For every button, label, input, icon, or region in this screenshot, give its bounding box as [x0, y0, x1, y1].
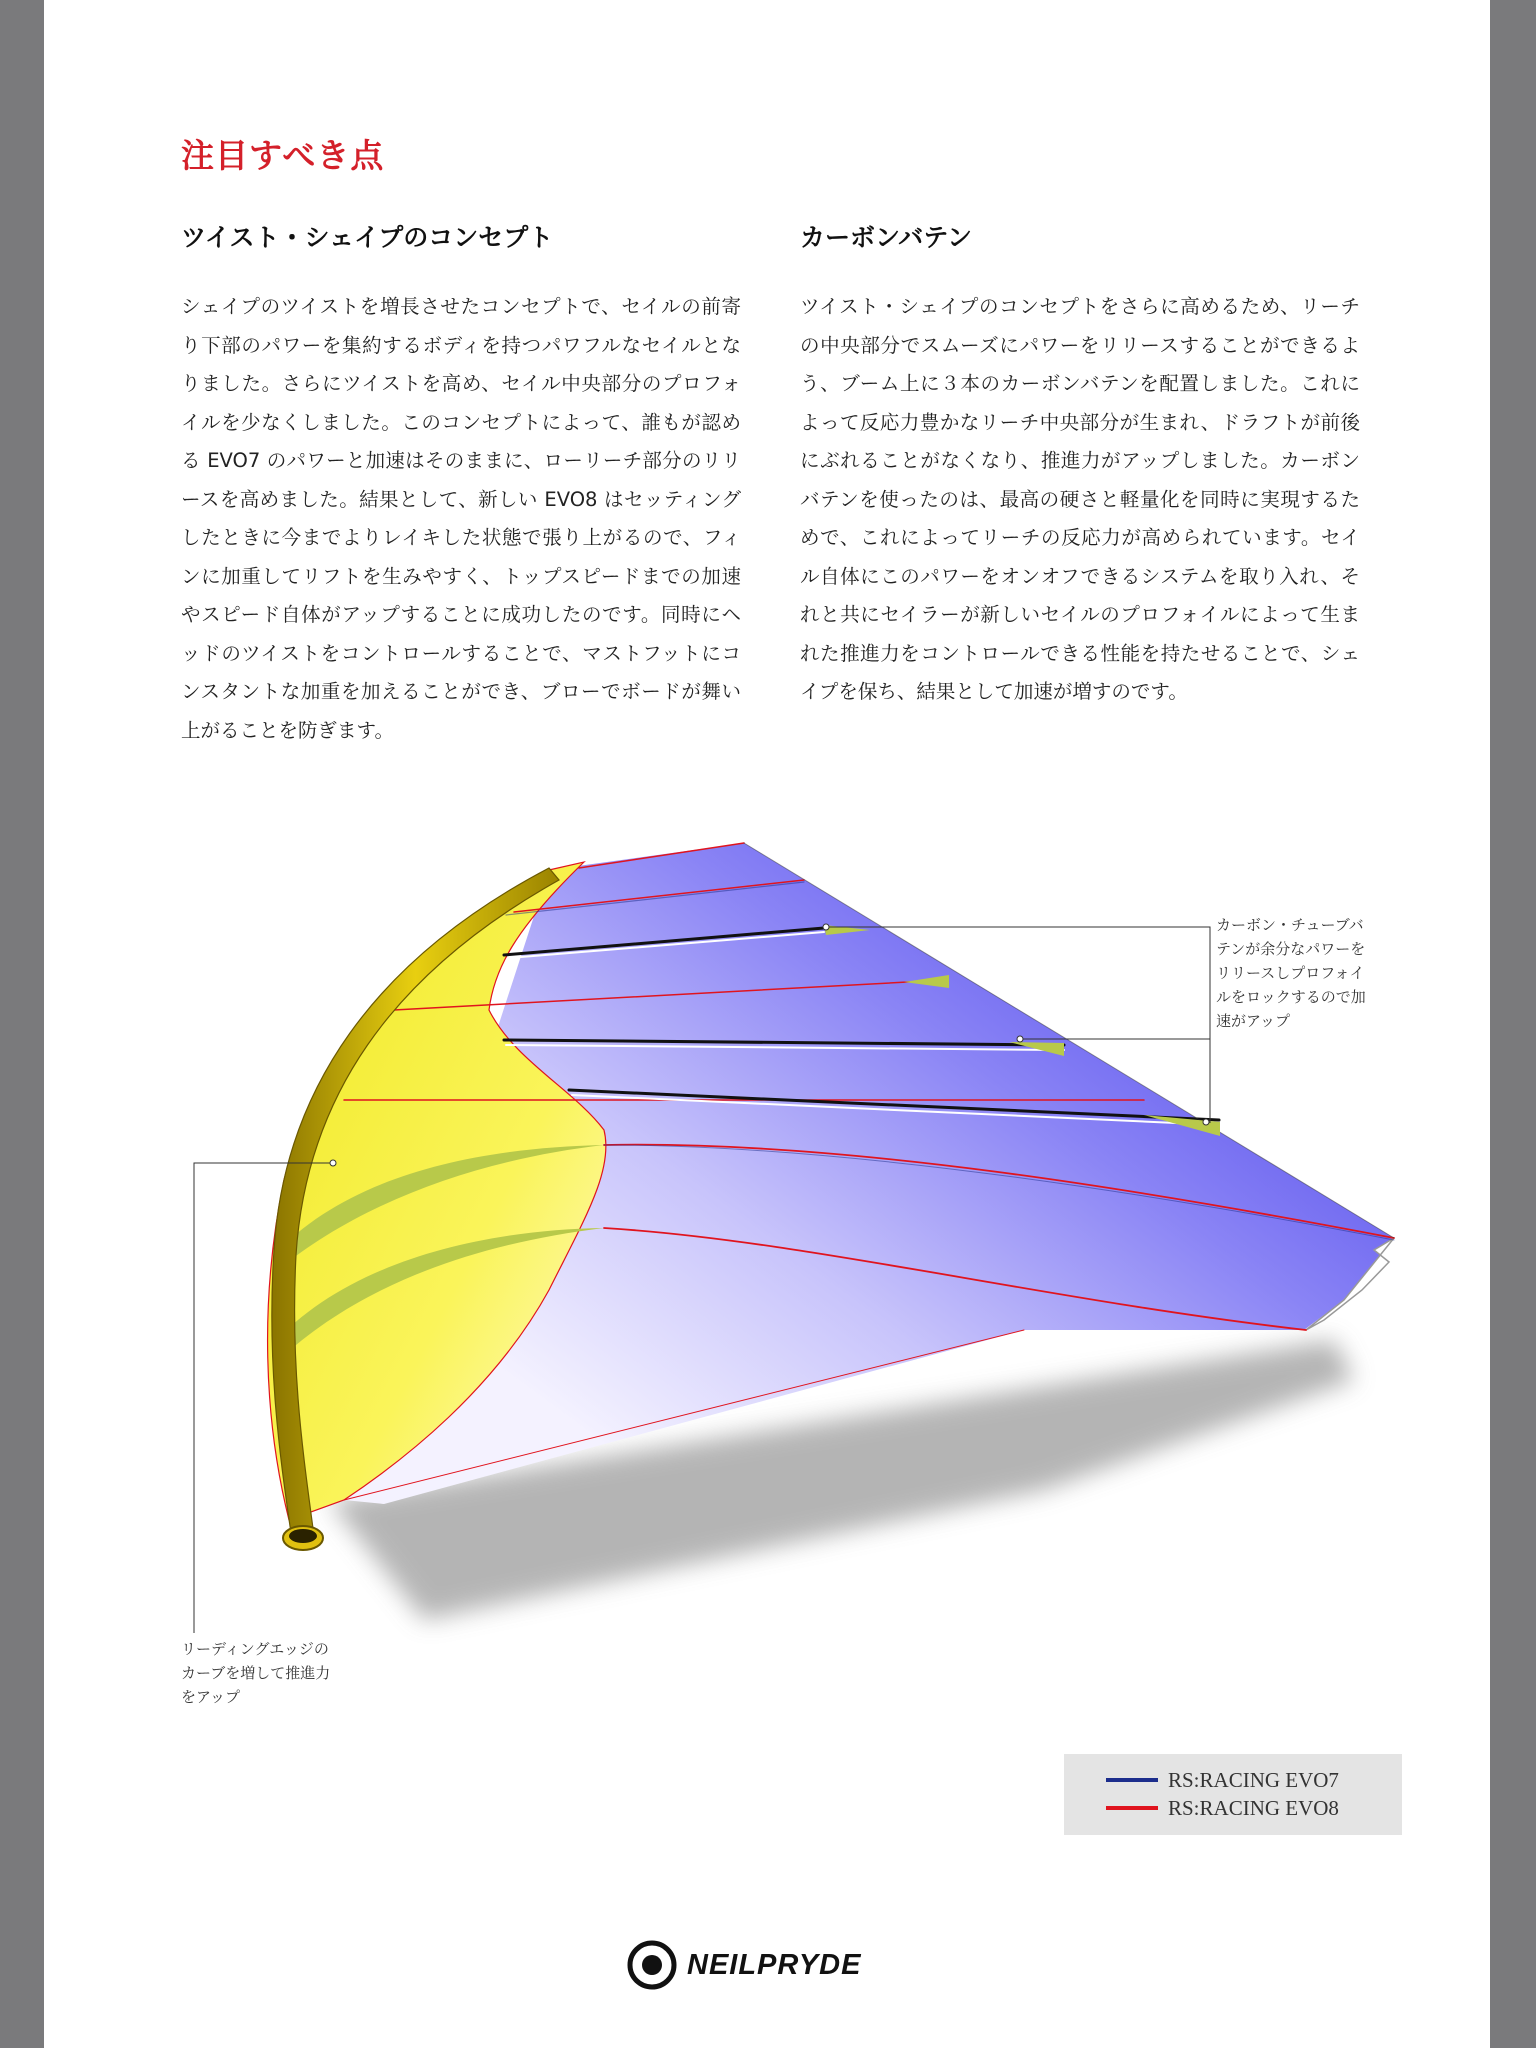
legend-label-evo8: RS:RACING EVO8 — [1168, 1795, 1339, 1820]
legend-swatch-evo8 — [1106, 1806, 1158, 1810]
carbon-batten-body: ツイスト・シェイプのコンセプトをさらに高めるため、リーチの中央部分でスムーズにパワーをリリースすることができるよう、ブーム上に３本のカーボンバテンを配置しました。これによって反応力豊かなリーチ中央部分が生まれ、ドラフトが前後にぶれることがなくなり、推進力がアップしました。カーボンバテンを使ったのは、最高の硬さと軽量化を同時に実現するためで、これによってリーチの反応力が高められています。セイル自体にこのパワーをオンオフできるシステムを取り入れ、それと共にセイラーが新しいセイルのプロフォイルによって生まれた推進力をコントロールできる性能を持たせることで、シェイプを保ち、結果として加速が増すのです。 — [800, 295, 1360, 703]
leader-dot — [823, 924, 829, 930]
leader-dot — [330, 1160, 336, 1166]
carbon-batten-heading: カーボンバテン — [800, 223, 973, 252]
legend-label-evo7: RS:RACING EVO7 — [1168, 1767, 1339, 1792]
twist-shape-section — [181, 218, 741, 750]
document-page — [44, 0, 1490, 2048]
leader-dot — [1017, 1036, 1023, 1042]
twist-shape-body: シェイプのツイストを増長させたコンセプトで、セイルの前寄り下部のパワーを集約するボディを持つパワフルなセイルとなりました。さらにツイストを高め、セイル中央部分のプロフォイルを少なくしました。このコンセプトによって、誰もが認める EVO7 のパワーと加速はそのままに、ローリーチ部分のリリースを高めました。結果として、新しい EVO8 はセッティングしたときに今までよりレイキした状態で張り上がるので、フィンに加重してリフトを生みやすく、トップスピードまでの加速やスピード自体がアップすることに成功したのです。同時にヘッドのツイストをコントロールすることで、マストフットにコンスタントな加重を加えることができ、ブローでボードが舞い上がることを防ぎます。 — [181, 295, 741, 742]
leading-edge-callout: リーディングエッジのカーブを増して推進力をアップ — [181, 1640, 331, 1706]
neilpryde-logo — [627, 1940, 861, 1990]
legend-swatch-evo7 — [1106, 1778, 1158, 1782]
target-logo-icon — [627, 1940, 677, 1990]
legend — [1064, 1754, 1402, 1835]
logo-text: NEILPRYDE — [687, 1948, 862, 1981]
carbon-tube-callout: カーボン・チューブバテンが余分なパワーをリリースしプロフォイルをロックするので加速がアップ — [1216, 916, 1366, 1030]
legend-item-evo7 — [1106, 1766, 1339, 1794]
section-title: 注目すべき点 — [181, 136, 385, 175]
twist-shape-heading: ツイスト・シェイプのコンセプト — [181, 223, 554, 252]
carbon-batten-section — [800, 218, 1360, 712]
leader-dot — [1203, 1119, 1209, 1125]
legend-item-evo8 — [1106, 1794, 1339, 1822]
